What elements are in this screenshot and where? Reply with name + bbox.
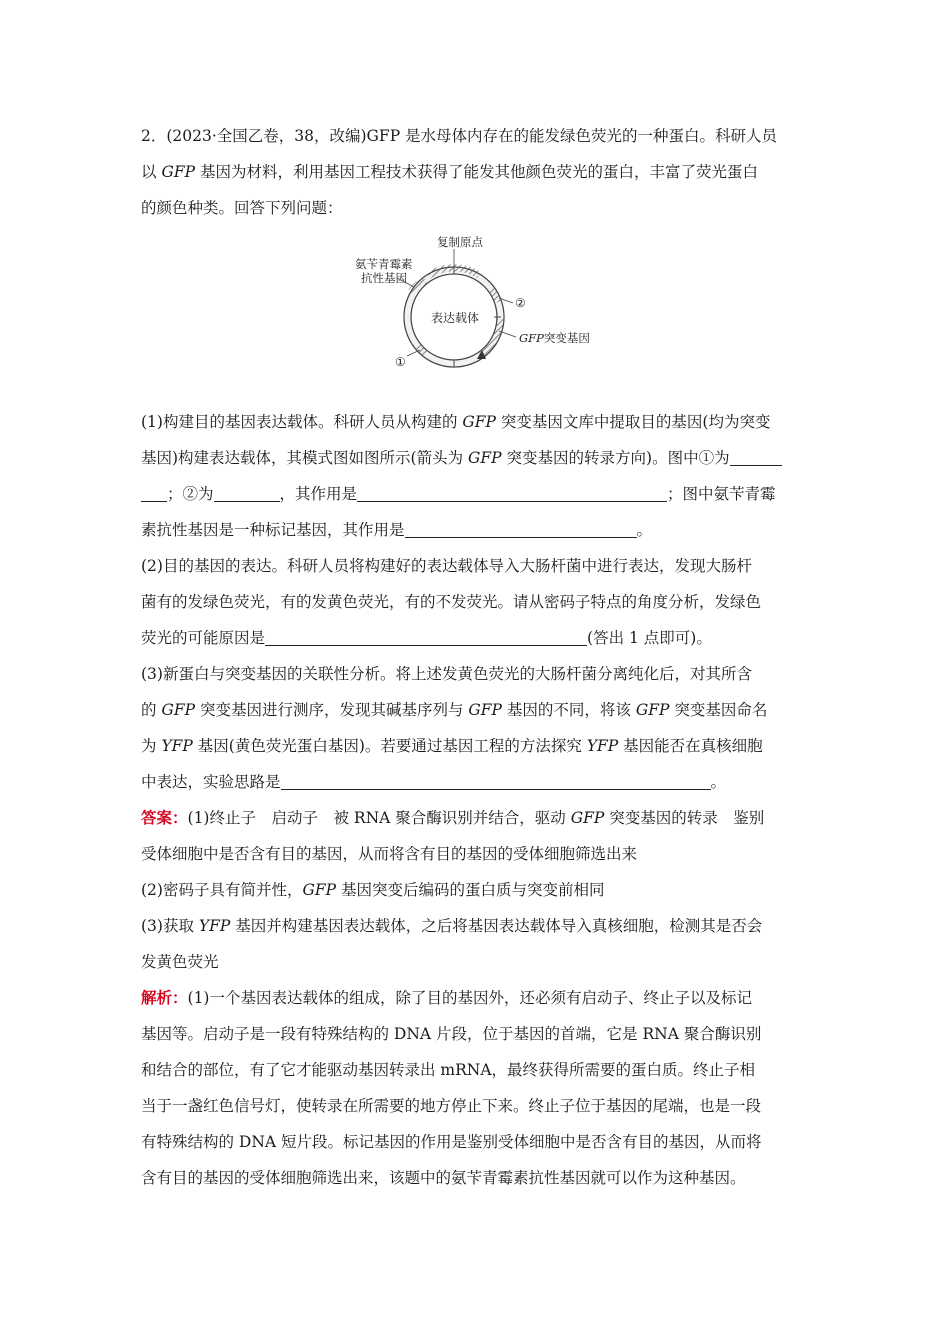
blank-marker1-cont (141, 486, 167, 503)
part-1: (1)构建目的基因表达载体。科研人员从构建的 GFP 突变基因文库中提取目的基因(均为突变 基因)构建表达载体，其模式图如图所示(箭头为 GFP 突变基因的转录方向)。图中①为 ；②为 ，其作用是 ；图中氨苄青霉 素抗性基因是一种标记基因，其作用是 。 (141, 404, 811, 548)
blank-marker1 (730, 450, 782, 467)
document-page (141, 118, 811, 1196)
resistance-label-line1: 氨苄青霉素 (355, 257, 413, 271)
blank-green-reason (265, 630, 587, 647)
analysis-block: 解析：(1)一个基因表达载体的组成，除了目的基因外，还必须有启动子、终止子以及标记 基因等。启动子是一段有特殊结构的 DNA 片段，位于基因的首端，它是 RNA 聚合酶识别 和结合的部位，有了它才能驱动基因转录出 mRNA，最终获得所需要的蛋白质。终止子相 当于一盏红色信号灯，使转录在所需要的地方停止下来。终止子位于基因的尾端，也是一段 有特殊结构的 DNA 短片段。标记基因的作用是鉴别受体细胞中是否含有目的基因，从而将 含有目的基因的受体细胞筛选出来，该题中的氨苄青霉素抗性基因就可以作为这种基因。 (141, 988, 762, 1187)
blank-marker2-function (357, 486, 667, 503)
marker-1-label: ① (395, 355, 406, 369)
blank-experiment-idea (281, 774, 711, 791)
blank-marker2 (214, 486, 280, 503)
vector-label: 表达载体 (431, 311, 480, 325)
answer-block: 答案：(1)终止子 启动子 被 RNA 聚合酶识别并结合，驱动 GFP 突变基因的转录 鉴别 受体细胞中是否含有目的基因，从而将含有目的基因的受体细胞筛选出来 (2)密码子具有简并性，GFP 基因突变后编码的蛋白质与突变前相同 (3)获取 YFP 基因并构建基因表达载体，之后将基因表达载体导入真核细胞，检测其是否会 发黄色荧光 (141, 808, 765, 971)
question-intro: 2．(2023·全国乙卷，38，改编)GFP 是水母体内存在的能发绿色荧光的一种蛋白。科研人员 以 GFP 基因为材料，利用基因工程技术获得了能发其他颜色荧光的蛋白，丰富了荧光蛋白 的颜色种类。回答下列问题： (141, 127, 778, 217)
marker2-segment (491, 288, 498, 302)
gfp-gene-label: GFP突变基因 (519, 331, 590, 345)
vector-diagram (341, 232, 611, 382)
part-3: (3)新蛋白与突变基因的关联性分析。将上述发黄色荧光的大肠杆菌分离纯化后，对其所含 的 GFP 突变基因进行测序，发现其碱基序列与 GFP 基因的不同，将该 GFP 突变基因命名 为 YFP 基因(黄色荧光蛋白基因)。若要通过基因工程的方法探究 YFP 基因能否在真核细胞 中表达，实验思路是 。 (141, 665, 768, 791)
gfp-gene-segment (480, 319, 500, 355)
expression-vector-figure (141, 232, 811, 382)
answer-label: 答案： (141, 808, 188, 827)
marker-2-label: ② (515, 296, 526, 310)
analysis-label: 解析： (141, 988, 188, 1007)
origin-label: 复制原点 (437, 235, 483, 249)
resistance-label-line2: 抗性基因 (361, 271, 407, 285)
blank-marker-gene-function (405, 522, 637, 539)
part-2: (2)目的基因的表达。科研人员将构建好的表达载体导入大肠杆菌中进行表达，发现大肠杆 菌有的发绿色荧光，有的发黄色荧光，有的不发荧光。请从密码子特点的角度分析，发绿色 荧光的可能原因是 (答出 1 点即可)。 (141, 557, 762, 647)
